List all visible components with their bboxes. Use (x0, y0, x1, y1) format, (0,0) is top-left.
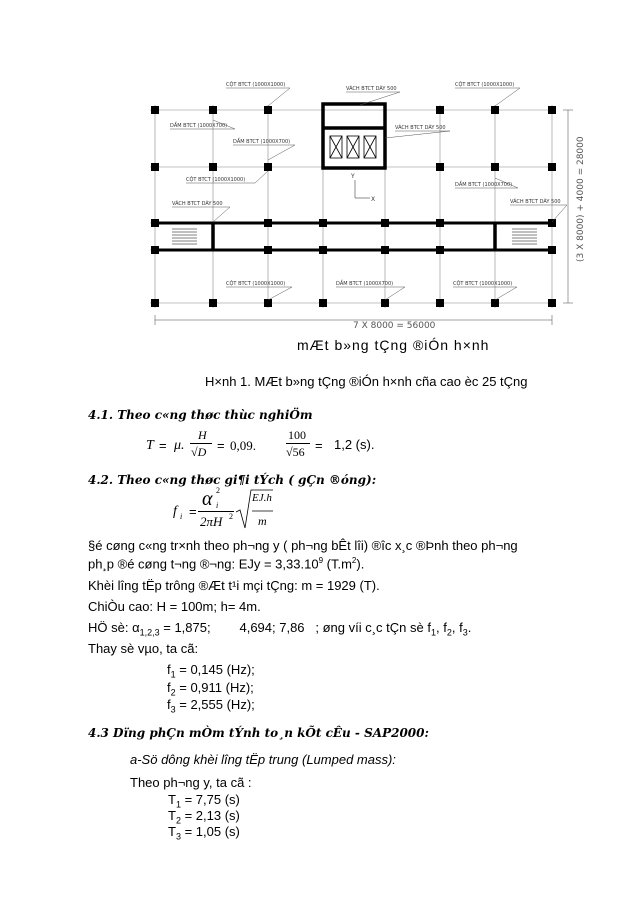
formula-alpha: α (202, 488, 213, 510)
paragraph-substitute: Thay sè vµo, ta cã: (88, 641, 199, 656)
dimension-bottom: 7 X 8000 = 56000 (353, 321, 436, 331)
freq-f2: $f_2 = 0,911$ (Hz); (167, 680, 254, 698)
paragraph-stiffness-1: §é cøng c«ng tr×nh theo ph¬ng y ( ph¬ng bÊt lîi) ®îc x¸c ®Þnh theo ph¬ng (88, 538, 518, 553)
paragraph-direction-y: Theo ph¬ng y, ta cã : (130, 775, 252, 790)
label-beam-right: DẦM BTCT (1000X700) (455, 182, 513, 188)
label-wall-right: VÁCH BTCT DÀY 500 (510, 199, 561, 205)
period-T1: $T_1 = 7,75$ (s) (168, 792, 240, 810)
formula-den: √56 (286, 445, 305, 459)
label-col-bottom-right: CỘT BTCT (1000X1000) (453, 281, 513, 287)
formula-f: f (173, 504, 177, 519)
label-wall-right-upper: VÁCH BTCT DÀY 500 (395, 125, 446, 131)
formula-eq3: = (315, 438, 323, 453)
fraction-bar-2 (286, 443, 310, 444)
formula-T: T (146, 438, 154, 453)
formula-f-sub: i (180, 512, 183, 521)
freq-f3: $f_3 = 2,555$ (Hz); (167, 697, 255, 715)
formula-eq1: = (159, 438, 167, 453)
formula-alpha-sup: 2 (216, 486, 220, 495)
dimension-right: (3 X 8000) + 4000 = 28000 (576, 136, 586, 262)
label-beam-bottom: DẦM BTCT (1000X700) (336, 281, 394, 287)
period-T2: $T_2 = 2,13$ (s) (168, 808, 240, 826)
formula-eq: = (189, 504, 197, 519)
formula-sqrtD: √D (191, 445, 207, 459)
paragraph-coefficients: HÖ sè: $\alpha_{1,2,3} = 1,875$; 4,694; 7,86 ; øng víi c¸c tÇn sè $f_1$, $f_2$, $f_3$. (88, 620, 472, 638)
formula-coef: 0,09. (230, 438, 256, 453)
formula-mu: μ. (174, 438, 185, 453)
formula-num: 100 (288, 428, 306, 442)
heading-4-1: 4.1. Theo c«ng thøc thùc nghiÖm (88, 408, 313, 422)
subheading-lumped-mass: a-Sö dông khèi lîng tËp trung (Lumped mass): (130, 752, 396, 767)
axis-x-label: X (371, 196, 376, 203)
axis-y-label: Y (351, 173, 355, 180)
formula-H: H (198, 428, 207, 442)
formula-eq2: = (217, 438, 225, 453)
formula-EJh: EJ.h (252, 492, 272, 504)
formula-2piH-sup: 2 (229, 512, 233, 521)
heading-4-3: 4.3 Dïng phÇn mÒm tÝnh to¸n kÕt cÊu - SAP2000: (88, 726, 429, 740)
floor-plan-drawing (0, 0, 638, 370)
formula-alpha-sub: i (216, 501, 219, 510)
heading-4-2: 4.2. Theo c«ng thøc gi¶i tÝch ( gÇn ®óng): (88, 473, 377, 487)
paragraph-height: ChiÒu cao: H = 100m; h= 4m. (88, 599, 261, 614)
fraction-bar-1 (190, 443, 212, 444)
formula-m: m (258, 514, 267, 528)
formula-2piH: 2πH (200, 514, 223, 529)
label-col-top-left: CỘT BTCT (1000X1000) (226, 82, 286, 88)
label-beam-left-1: DẦM BTCT (1000X700) (170, 123, 228, 129)
paragraph-mass: Khèi lîng tËp trông ®Æt t¹i mçi tÇng: m = 1929 (T). (88, 578, 380, 593)
label-col-bottom-left: CỘT BTCT (1000X1000) (226, 281, 286, 287)
label-col-top-right: CỘT BTCT (1000X1000) (455, 82, 515, 88)
label-wall-top: VÁCH BTCT DÀY 500 (346, 86, 397, 92)
label-wall-left: VÁCH BTCT DÀY 500 (172, 201, 223, 207)
paragraph-stiffness-2: ph¸p ®é cøng t¬ng ®¬ng: EJy = $3,33.10^9$ $(T.m^2)$. (88, 556, 365, 572)
plan-title: mÆt b»ng tÇng ®iÓn h×nh (297, 337, 490, 353)
freq-f1: $f_1 = 0,145$ (Hz); (167, 662, 255, 680)
period-T3: $T_3 = 1,05$ (s) (168, 824, 240, 842)
figure-caption: H×nh 1. MÆt b»ng tÇng ®iÓn h×nh cña cao èc 25 tÇng (205, 374, 528, 389)
label-col-left-mid: CỘT BTCT (1000X1000) (186, 177, 246, 183)
label-beam-left-2: DẦM BTCT (1000X700) (233, 139, 291, 145)
formula-result: 1,2 (s). (334, 437, 375, 452)
